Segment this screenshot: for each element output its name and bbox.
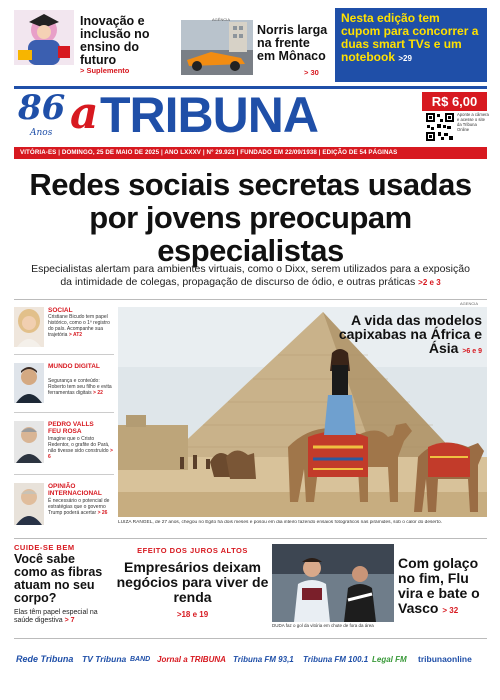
main-headline[interactable]: Redes sociais secretas usadas por jovens preocupam especialistas (29, 167, 472, 268)
cuide-title[interactable]: Você sabe como as fibras atuam no seu corpo? (14, 552, 103, 605)
dateline: VITÓRIA-ES | DOMINGO, 25 DE MAIO DE 2025 | ANO LXXXV | Nº 29.923 | FUNDADO EM 22/09/1938 | EDIÇÃO DE 54 PÁGINAS (14, 147, 487, 159)
promo-text: Nesta edição tem cupom para concorrer a duas smart TVs e um notebook (341, 11, 479, 64)
anniversary-number: 86 (18, 88, 66, 128)
footer-logo-legal-fm[interactable]: Legal FM (372, 654, 407, 664)
qr-caption: Aponte a câmera e acesse o site da Tribuna Online (457, 112, 489, 132)
norris-ref[interactable]: > 30 (304, 68, 319, 77)
side-mundo-label: MUNDO DIGITAL (48, 363, 100, 370)
price-badge: R$ 6,00 (422, 92, 487, 111)
footer-logo-tribuna-fm-1001[interactable]: Tribuna FM 100.1 (303, 654, 369, 664)
flu-ref: > 32 (442, 606, 459, 615)
flu-text: Com golaço no fim, Flu vira e bate o Vasco (398, 555, 480, 616)
side-mundo-ref: > 22 (93, 390, 103, 396)
side-opiniao-ref: > 26 (97, 510, 108, 516)
side-pedro-label: PEDRO VALLS FEU ROSA (48, 421, 94, 435)
footer-logo-tribunaonline[interactable]: tribunaonline (418, 654, 472, 664)
photo-story-text: A vida das modelos capixabas na África e Ásia (338, 312, 482, 356)
side-item-opiniao[interactable] (14, 481, 114, 537)
side-item-pedro-valls[interactable] (14, 419, 114, 475)
norris-agency: AGÊNCIA (212, 17, 231, 22)
logo-a: a (70, 88, 99, 139)
bottom-divider (14, 538, 487, 539)
footer-logo-jornal-tribuna[interactable]: Jornal a TRIBUNA (157, 654, 226, 664)
main-subhead (24, 263, 477, 289)
cuide-body: Elas têm papel especial na saúde digestiva (14, 609, 98, 624)
cuide-ref: > 7 (64, 617, 75, 624)
footer-logo-rede-tribuna[interactable]: Rede Tribuna (16, 654, 74, 664)
section-divider (14, 299, 487, 300)
football-caption: DUDA faz o gol da vitória em chute de fora da área (272, 623, 374, 628)
side-opiniao-label: OPINIÃO INTERNACIONAL (48, 483, 102, 497)
mundo-digital-portrait-image (14, 363, 44, 403)
efeito-ref[interactable]: >18 e 19 (176, 610, 209, 619)
pedro-valls-portrait-image (14, 421, 44, 463)
opiniao-portrait-image (14, 483, 44, 525)
side-mundo-body: Segurança e conteúdo: Roberto tem seu filho e evita ferramentas digitais (48, 378, 112, 396)
footer-logo-band[interactable]: BAND (130, 655, 151, 663)
norris-title[interactable]: Norris larga na frente em Mônaco (257, 23, 328, 63)
side-pedro-text (48, 436, 116, 460)
side-opiniao-text (48, 498, 116, 516)
logo-tribuna: TRIBUNA (100, 87, 318, 143)
side-pedro-body: Imagine que o Cristo Redentor, o grafite do Pará, não tivesse sido construído (48, 436, 110, 454)
inovacao-ref[interactable]: > Suplemento (80, 66, 130, 75)
side-social-body: Cristiane Bicudo tem papel histórico, como o 1º registro do país. Acompanhe sua trajetória (48, 314, 110, 338)
side-social-label: SOCIAL (48, 307, 73, 314)
photo-agency: AGENCIA (460, 301, 479, 306)
side-opiniao-body: É necessário o potencial de estratégias que o governo Trump poderá acertar (48, 498, 110, 516)
inovacao-image (14, 10, 74, 65)
cuide-label: CUIDE-SE BEM (14, 543, 75, 552)
main-subhead-ref[interactable]: >2 e 3 (418, 278, 441, 287)
side-mundo-text (48, 378, 116, 396)
norris-image (181, 20, 253, 75)
side-pedro-ref: > 6 (48, 448, 113, 460)
qr-code-icon[interactable] (425, 112, 455, 142)
photo-credit: LUIZA RANGEL, de 27 anos, chegou no Egito há dois meses e posou em dia inteiro fazendo ensaios fotográficos nas pirâmides, sob o calor do deserto. (118, 520, 442, 525)
efeito-label: EFEITO DOS JUROS ALTOS (137, 546, 248, 555)
inovacao-title[interactable]: Inovação e inclusão no ensino do futuro (80, 14, 150, 67)
main-subhead-text: Especialistas alertam para ambientes virtuais, como o Dixx, serem utilizados para a exposição da intimidade de colegas, propagação de discurso de ódio, e outras práticas (31, 263, 470, 288)
photo-story-ref: >6 e 9 (462, 348, 482, 355)
efeito-title[interactable]: Empresários deixam negócios para viver de renda (116, 559, 269, 605)
cuide-text (14, 609, 114, 625)
side-social-text (48, 314, 116, 338)
promo-box[interactable] (335, 8, 487, 82)
football-photo[interactable] (272, 544, 394, 622)
side-social-ref: > AT2 (68, 332, 83, 338)
anniversary-word: Anos (30, 128, 53, 138)
flu-title[interactable] (398, 556, 488, 618)
social-portrait-image (14, 307, 44, 347)
footer-logo-tv-tribuna[interactable]: TV Tribuna (82, 654, 127, 664)
side-item-social[interactable] (14, 305, 114, 355)
side-item-mundo-digital[interactable] (14, 361, 114, 413)
promo-ref: >29 (398, 54, 412, 63)
footer-logo-tribuna-fm-931[interactable]: Tribuna FM 93,1 (233, 654, 294, 664)
photo-story-title[interactable] (322, 313, 482, 359)
footer-divider (14, 638, 487, 639)
